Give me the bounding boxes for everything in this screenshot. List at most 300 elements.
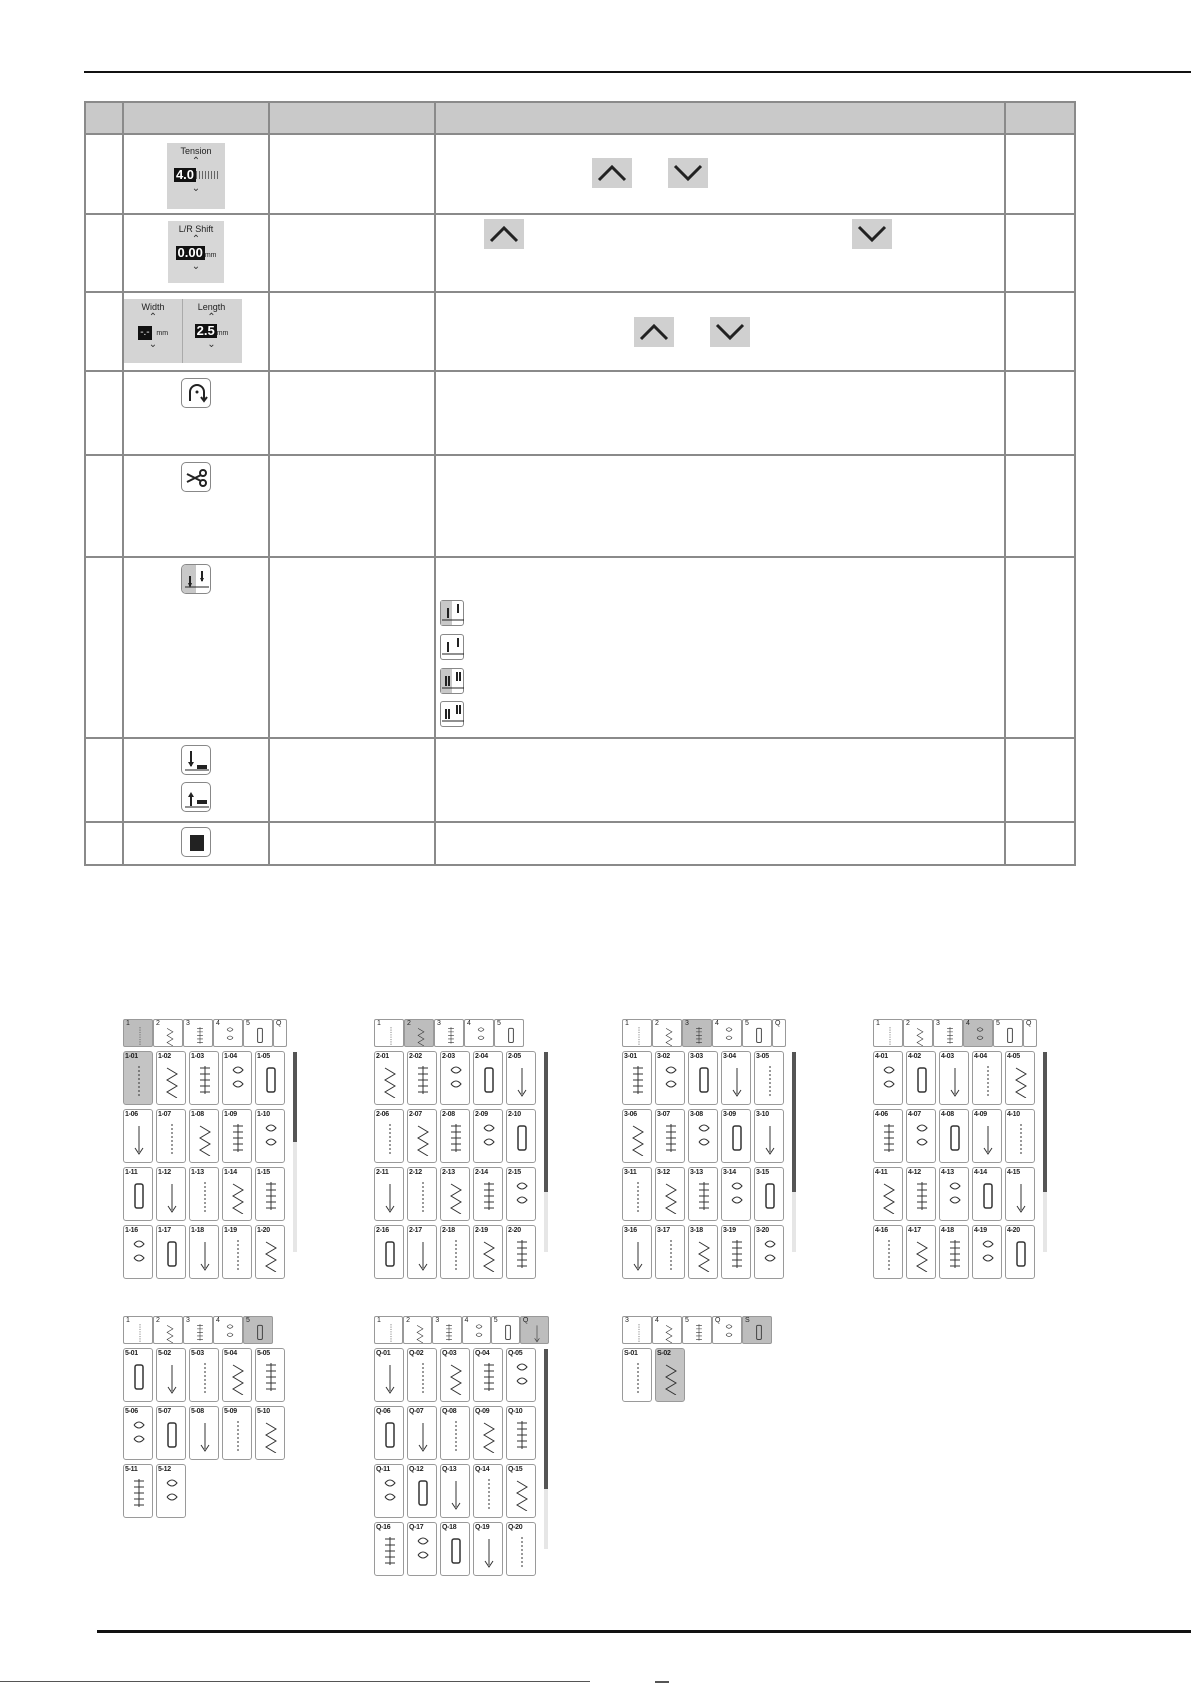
category-tab-number: 1 <box>625 1020 629 1027</box>
needle-up-twin-option[interactable] <box>440 701 464 727</box>
stitch-key[interactable] <box>506 1051 536 1105</box>
stitch-number: 1-19 <box>224 1227 237 1234</box>
stitch-key[interactable] <box>222 1109 252 1163</box>
table-row-lr-shift <box>85 214 1075 292</box>
stitch-key[interactable] <box>906 1109 936 1163</box>
stitch-pattern-icon <box>881 1238 897 1272</box>
stitch-number: 2-09 <box>475 1111 488 1118</box>
stitch-key[interactable] <box>622 1051 652 1105</box>
stitch-number: Q-15 <box>508 1466 523 1473</box>
length-display[interactable] <box>182 299 240 363</box>
category-tab[interactable] <box>1023 1019 1037 1047</box>
stitch-key[interactable] <box>440 1348 470 1402</box>
stitch-pattern-icon <box>481 1064 497 1098</box>
stitch-key[interactable] <box>473 1051 503 1105</box>
stitch-key[interactable] <box>721 1225 751 1279</box>
stitch-key[interactable] <box>189 1225 219 1279</box>
category-tab[interactable] <box>963 1019 993 1047</box>
stitch-key[interactable] <box>972 1225 1002 1279</box>
stitch-key[interactable] <box>374 1464 404 1518</box>
stitch-pattern-icon <box>729 1122 745 1156</box>
stitch-key[interactable] <box>473 1109 503 1163</box>
stitch-category-icon <box>222 1026 238 1046</box>
chevron-down-icon <box>672 163 704 183</box>
stitch-number: 3-12 <box>657 1169 670 1176</box>
stitch-key[interactable] <box>374 1051 404 1105</box>
tension-down-button[interactable] <box>668 158 708 188</box>
stitch-number: 4-07 <box>908 1111 921 1118</box>
stitch-key[interactable] <box>688 1167 718 1221</box>
stitch-key[interactable] <box>440 1406 470 1460</box>
lr-shift-display[interactable] <box>168 221 224 283</box>
stitch-key[interactable] <box>222 1051 252 1105</box>
stitch-number: 3-15 <box>756 1169 769 1176</box>
category-tab-number: Q <box>775 1020 781 1027</box>
stitch-key[interactable] <box>440 1464 470 1518</box>
stitch-key[interactable] <box>622 1167 652 1221</box>
scrollbar-thumb[interactable] <box>544 1349 548 1489</box>
category-tab[interactable] <box>123 1019 153 1047</box>
lr-shift-down-button[interactable] <box>852 219 892 249</box>
stitch-key[interactable] <box>688 1109 718 1163</box>
category-tab-number: 4 <box>966 1020 970 1027</box>
stitch-key[interactable] <box>374 1225 404 1279</box>
stitch-number: 3-18 <box>690 1227 703 1234</box>
stitch-pattern-icon <box>663 1361 679 1395</box>
stitch-number: 1-08 <box>191 1111 204 1118</box>
stitch-pattern-icon <box>696 1180 712 1214</box>
category-tab[interactable] <box>873 1019 903 1047</box>
stitch-key[interactable] <box>655 1051 685 1105</box>
stitch-key[interactable] <box>906 1225 936 1279</box>
category-tab[interactable] <box>520 1316 549 1344</box>
category-tab[interactable] <box>153 1316 183 1344</box>
stitch-key[interactable] <box>255 1348 285 1402</box>
category-tab[interactable] <box>993 1019 1023 1047</box>
stitch-key[interactable] <box>655 1167 685 1221</box>
header-cell-no <box>85 102 123 134</box>
stitch-number: 3-10 <box>756 1111 769 1118</box>
stitch-key[interactable] <box>506 1522 536 1576</box>
category-tab-number: Q <box>276 1020 282 1027</box>
needle-down-single-option[interactable] <box>440 600 464 626</box>
stitch-key[interactable] <box>873 1167 903 1221</box>
stitch-key[interactable] <box>655 1109 685 1163</box>
thread-tension-display[interactable] <box>167 143 225 209</box>
stitch-key[interactable] <box>873 1225 903 1279</box>
stitch-pattern-icon <box>947 1180 963 1214</box>
category-tab-number: 5 <box>246 1020 250 1027</box>
stitch-pattern-icon <box>263 1180 279 1214</box>
stitch-number: 4-18 <box>941 1227 954 1234</box>
category-tab[interactable] <box>462 1316 491 1344</box>
stitch-key[interactable] <box>506 1167 536 1221</box>
stitch-grid <box>873 1051 1038 1279</box>
stitch-key[interactable] <box>906 1167 936 1221</box>
stitch-key[interactable] <box>754 1225 784 1279</box>
stitch-pattern-icon <box>230 1122 246 1156</box>
width-length-display[interactable] <box>124 299 242 363</box>
category-tab[interactable] <box>404 1019 434 1047</box>
chevron-up-icon[interactable]: ⌃ <box>148 312 158 323</box>
category-tab-number: Q <box>522 1317 529 1324</box>
stitch-category-icon <box>383 1323 399 1343</box>
category-tab-number: 3 <box>437 1020 441 1027</box>
stitch-key[interactable] <box>222 1348 252 1402</box>
category-tab[interactable] <box>123 1316 153 1344</box>
category-tab[interactable] <box>183 1316 213 1344</box>
chevron-up-icon[interactable]: ⌃ <box>207 312 216 323</box>
stitch-key[interactable] <box>123 1348 153 1402</box>
stitch-key[interactable] <box>440 1167 470 1221</box>
category-tab-number: 2 <box>906 1020 910 1027</box>
stitch-key[interactable] <box>655 1225 685 1279</box>
stitch-category-icon <box>192 1026 208 1046</box>
stitch-key[interactable] <box>255 1109 285 1163</box>
scrollbar-thumb[interactable] <box>293 1052 297 1142</box>
category-tab[interactable] <box>153 1019 183 1047</box>
stitch-key[interactable] <box>721 1167 751 1221</box>
category-tab[interactable] <box>742 1019 772 1047</box>
stitch-key[interactable] <box>407 1406 437 1460</box>
chevron-down-icon[interactable]: ⌄ <box>191 261 201 272</box>
stitch-key[interactable] <box>123 1225 153 1279</box>
stitch-category-icon <box>252 1323 268 1343</box>
stitch-key[interactable] <box>754 1167 784 1221</box>
stitch-key[interactable] <box>972 1051 1002 1105</box>
width-display[interactable] <box>124 299 182 363</box>
stitch-number: 5-04 <box>224 1350 237 1357</box>
stitch-key[interactable] <box>189 1348 219 1402</box>
needle-position-key[interactable] <box>181 564 211 594</box>
stitch-key[interactable] <box>189 1406 219 1460</box>
stitch-pattern-icon <box>514 1535 530 1569</box>
chevron-up-icon[interactable]: ⌃ <box>191 234 201 245</box>
stitch-number: Q-02 <box>409 1350 424 1357</box>
stitch-key[interactable] <box>156 1051 186 1105</box>
thread-cutter-key[interactable] <box>181 462 211 492</box>
stitch-number: 2-16 <box>376 1227 389 1234</box>
width-unit: mm <box>156 330 169 337</box>
stitch-key[interactable] <box>440 1109 470 1163</box>
category-tab[interactable] <box>712 1019 742 1047</box>
stitch-key[interactable] <box>473 1348 503 1402</box>
stitch-number: 2-12 <box>409 1169 422 1176</box>
stitch-pattern-icon <box>947 1238 963 1272</box>
scrollbar[interactable] <box>1043 1052 1047 1252</box>
category-tab[interactable] <box>712 1316 742 1344</box>
stitch-key[interactable] <box>972 1167 1002 1221</box>
stitch-category-icon <box>383 1026 399 1046</box>
category-tab-number: 4 <box>467 1020 471 1027</box>
stitch-pattern-icon <box>131 1064 147 1098</box>
stitch-pattern-icon <box>881 1180 897 1214</box>
category-tab[interactable] <box>434 1019 464 1047</box>
category-tab[interactable] <box>652 1316 682 1344</box>
stitch-key[interactable] <box>255 1406 285 1460</box>
stitch-number: Q-05 <box>508 1350 523 1357</box>
scrollbar-thumb[interactable] <box>544 1052 548 1192</box>
chevron-down-icon[interactable]: ⌄ <box>191 183 201 194</box>
category-tab[interactable] <box>682 1316 712 1344</box>
stitch-number: 5-11 <box>125 1466 138 1473</box>
stitch-pattern-icon <box>263 1361 279 1395</box>
stitch-key[interactable] <box>407 1167 437 1221</box>
stitch-key[interactable] <box>506 1406 536 1460</box>
stitch-number: 4-20 <box>1007 1227 1020 1234</box>
stitch-pattern-icon <box>230 1064 246 1098</box>
stitch-pattern-icon <box>448 1361 464 1395</box>
stitch-number: 1-09 <box>224 1111 237 1118</box>
stitch-pattern-icon <box>914 1180 930 1214</box>
category-tab[interactable] <box>622 1316 652 1344</box>
stitch-pattern-icon <box>131 1238 147 1272</box>
stitch-number: Q-16 <box>376 1524 391 1531</box>
stitch-key[interactable] <box>156 1225 186 1279</box>
stitch-key[interactable] <box>506 1348 536 1402</box>
category-tab[interactable] <box>243 1316 273 1344</box>
stitch-panel <box>374 1019 549 1234</box>
stitch-key[interactable] <box>721 1109 751 1163</box>
scrollbar-thumb[interactable] <box>1043 1052 1047 1192</box>
stitch-key[interactable] <box>939 1051 969 1105</box>
presser-foot-up-key[interactable] <box>181 782 211 812</box>
category-tab[interactable] <box>374 1019 404 1047</box>
stitch-key[interactable] <box>1005 1225 1035 1279</box>
stitch-key[interactable] <box>407 1464 437 1518</box>
stitch-pattern-icon <box>514 1361 530 1395</box>
stitch-category-icon <box>412 1323 428 1343</box>
category-tab-number: Q <box>1026 1020 1032 1027</box>
header-cell-page <box>1005 102 1075 134</box>
stitch-key[interactable] <box>506 1225 536 1279</box>
table-header-row <box>85 102 1075 134</box>
header-cell-description <box>435 102 1005 134</box>
category-tab[interactable] <box>403 1316 432 1344</box>
stitch-key[interactable] <box>222 1406 252 1460</box>
stitch-key[interactable] <box>506 1464 536 1518</box>
category-tab[interactable] <box>464 1019 494 1047</box>
stop-key[interactable] <box>181 827 211 857</box>
chevron-up-icon[interactable]: ⌃ <box>191 156 201 167</box>
stitch-category-icon <box>661 1026 677 1046</box>
stitch-category-icon <box>529 1323 545 1343</box>
category-tab[interactable] <box>622 1019 652 1047</box>
stitch-category-icon <box>972 1026 988 1046</box>
stitch-key[interactable] <box>123 1464 153 1518</box>
stitch-key[interactable] <box>972 1109 1002 1163</box>
stitch-key[interactable] <box>473 1225 503 1279</box>
category-tab[interactable] <box>491 1316 520 1344</box>
stitch-key[interactable] <box>1005 1167 1035 1221</box>
stitch-pattern-icon <box>481 1122 497 1156</box>
stitch-pattern-icon <box>630 1122 646 1156</box>
stitch-key[interactable] <box>688 1051 718 1105</box>
stitch-key[interactable] <box>156 1406 186 1460</box>
stitch-key[interactable] <box>1005 1109 1035 1163</box>
presser-foot-down-key[interactable] <box>181 745 211 775</box>
stitch-key[interactable] <box>873 1051 903 1105</box>
stitch-number: S-01 <box>624 1350 638 1357</box>
stitch-key[interactable] <box>939 1167 969 1221</box>
stitch-number: 2-18 <box>442 1227 455 1234</box>
stitch-pattern-icon <box>263 1064 279 1098</box>
category-tab[interactable] <box>682 1019 712 1047</box>
category-tab[interactable] <box>183 1019 213 1047</box>
stitch-key[interactable] <box>906 1051 936 1105</box>
stitch-key[interactable] <box>374 1406 404 1460</box>
category-tab[interactable] <box>742 1316 772 1344</box>
scrollbar[interactable] <box>544 1052 548 1252</box>
stitch-key[interactable] <box>622 1348 652 1402</box>
stitch-pattern-icon <box>382 1180 398 1214</box>
stitch-category-icon <box>471 1323 487 1343</box>
stitch-pattern-icon <box>164 1064 180 1098</box>
stitch-key[interactable] <box>407 1109 437 1163</box>
category-tab[interactable] <box>772 1019 786 1047</box>
stitch-number: 3-06 <box>624 1111 637 1118</box>
stitch-number: 4-04 <box>974 1053 987 1060</box>
scrollbar[interactable] <box>544 1349 548 1549</box>
stitch-key[interactable] <box>123 1051 153 1105</box>
stitch-key[interactable] <box>156 1109 186 1163</box>
stitch-key[interactable] <box>156 1167 186 1221</box>
stitch-key[interactable] <box>189 1167 219 1221</box>
table-row-thread-cutting <box>85 455 1075 557</box>
stitch-grid <box>374 1348 539 1576</box>
needle-down-twin-option[interactable] <box>440 668 464 694</box>
stitch-number: 5-10 <box>257 1408 270 1415</box>
stitch-key[interactable] <box>123 1167 153 1221</box>
stitch-key[interactable] <box>473 1464 503 1518</box>
width-length-down-button[interactable] <box>710 317 750 347</box>
category-tab[interactable] <box>933 1019 963 1047</box>
stitch-key[interactable] <box>407 1348 437 1402</box>
stitch-panel <box>374 1316 549 1531</box>
stitch-key[interactable] <box>622 1225 652 1279</box>
stitch-key[interactable] <box>939 1225 969 1279</box>
stitch-key[interactable] <box>873 1109 903 1163</box>
stitch-key[interactable] <box>473 1167 503 1221</box>
stitch-key[interactable] <box>156 1348 186 1402</box>
tension-up-button[interactable] <box>592 158 632 188</box>
stitch-pattern-icon <box>696 1122 712 1156</box>
stitch-key[interactable] <box>407 1522 437 1576</box>
stitch-key[interactable] <box>622 1109 652 1163</box>
stitch-key[interactable] <box>721 1051 751 1105</box>
width-length-up-button[interactable] <box>634 317 674 347</box>
category-tabs <box>374 1316 549 1344</box>
needle-up-single-option[interactable] <box>440 634 464 660</box>
stitch-number: 1-15 <box>257 1169 270 1176</box>
category-tab-number: 4 <box>216 1317 220 1324</box>
stitch-key[interactable] <box>939 1109 969 1163</box>
needle-up-twin-icon <box>442 703 464 725</box>
stitch-key[interactable] <box>688 1225 718 1279</box>
stitch-pattern-icon <box>729 1238 745 1272</box>
category-tab[interactable] <box>213 1316 243 1344</box>
category-tab[interactable] <box>213 1019 243 1047</box>
stitch-number: Q-06 <box>376 1408 391 1415</box>
stitch-key[interactable] <box>123 1406 153 1460</box>
chevron-down-icon[interactable]: ⌄ <box>207 339 216 350</box>
stitch-key[interactable] <box>189 1051 219 1105</box>
stitch-key[interactable] <box>255 1167 285 1221</box>
stitch-key[interactable] <box>506 1109 536 1163</box>
stitch-pattern-icon <box>914 1064 930 1098</box>
category-tab[interactable] <box>243 1019 273 1047</box>
stitch-number: 4-17 <box>908 1227 921 1234</box>
stitch-key[interactable] <box>754 1051 784 1105</box>
stitch-pattern-icon <box>448 1477 464 1511</box>
chevron-down-icon[interactable]: ⌄ <box>148 339 158 350</box>
stitch-key[interactable] <box>374 1167 404 1221</box>
length-value: 2.5 <box>196 323 215 338</box>
stitch-key[interactable] <box>407 1225 437 1279</box>
category-tab[interactable] <box>432 1316 461 1344</box>
category-tab[interactable] <box>273 1019 287 1047</box>
stitch-pattern-icon <box>881 1064 897 1098</box>
stitch-key[interactable] <box>407 1051 437 1105</box>
stitch-pattern-icon <box>514 1064 530 1098</box>
stitch-key[interactable] <box>222 1225 252 1279</box>
stitch-key[interactable] <box>473 1406 503 1460</box>
stitch-number: 4-13 <box>941 1169 954 1176</box>
table-row-needle-position <box>85 557 1075 738</box>
stitch-key[interactable] <box>374 1522 404 1576</box>
stitch-key[interactable] <box>156 1464 186 1518</box>
stitch-key[interactable] <box>374 1109 404 1163</box>
stitch-category-icon <box>661 1323 677 1343</box>
stitch-key[interactable] <box>255 1225 285 1279</box>
header-cell-name <box>269 102 435 134</box>
stitch-grid <box>622 1348 787 1402</box>
category-tab[interactable] <box>374 1316 403 1344</box>
table-row-tension <box>85 134 1075 214</box>
scrollbar-thumb[interactable] <box>792 1052 796 1192</box>
stitch-key[interactable] <box>440 1051 470 1105</box>
stitch-key[interactable] <box>440 1522 470 1576</box>
stitch-grid <box>123 1051 288 1279</box>
category-tabs <box>622 1316 797 1344</box>
stitch-pattern-icon <box>762 1180 778 1214</box>
scrollbar[interactable] <box>293 1052 297 1252</box>
lr-shift-up-button[interactable] <box>484 219 524 249</box>
stitch-key[interactable] <box>754 1109 784 1163</box>
stitch-key[interactable] <box>440 1225 470 1279</box>
stitch-key[interactable] <box>222 1167 252 1221</box>
stitch-key[interactable] <box>374 1348 404 1402</box>
reinforcement-priority-key[interactable] <box>181 378 211 408</box>
stitch-key[interactable] <box>123 1109 153 1163</box>
stitch-key[interactable] <box>473 1522 503 1576</box>
category-tab[interactable] <box>652 1019 682 1047</box>
stitch-number: 3-01 <box>624 1053 637 1060</box>
category-tab[interactable] <box>494 1019 524 1047</box>
stitch-pattern-icon <box>230 1238 246 1272</box>
stitch-number: 4-19 <box>974 1227 987 1234</box>
scrollbar[interactable] <box>792 1052 796 1252</box>
table-row-reinforcement <box>85 371 1075 455</box>
stitch-key[interactable] <box>189 1109 219 1163</box>
stitch-number: 4-08 <box>941 1111 954 1118</box>
stitch-key[interactable] <box>255 1051 285 1105</box>
category-tab[interactable] <box>903 1019 933 1047</box>
stitch-key[interactable] <box>655 1348 685 1402</box>
stitch-key[interactable] <box>1005 1051 1035 1105</box>
stitch-pattern-icon <box>630 1180 646 1214</box>
stitch-number: 2-08 <box>442 1111 455 1118</box>
